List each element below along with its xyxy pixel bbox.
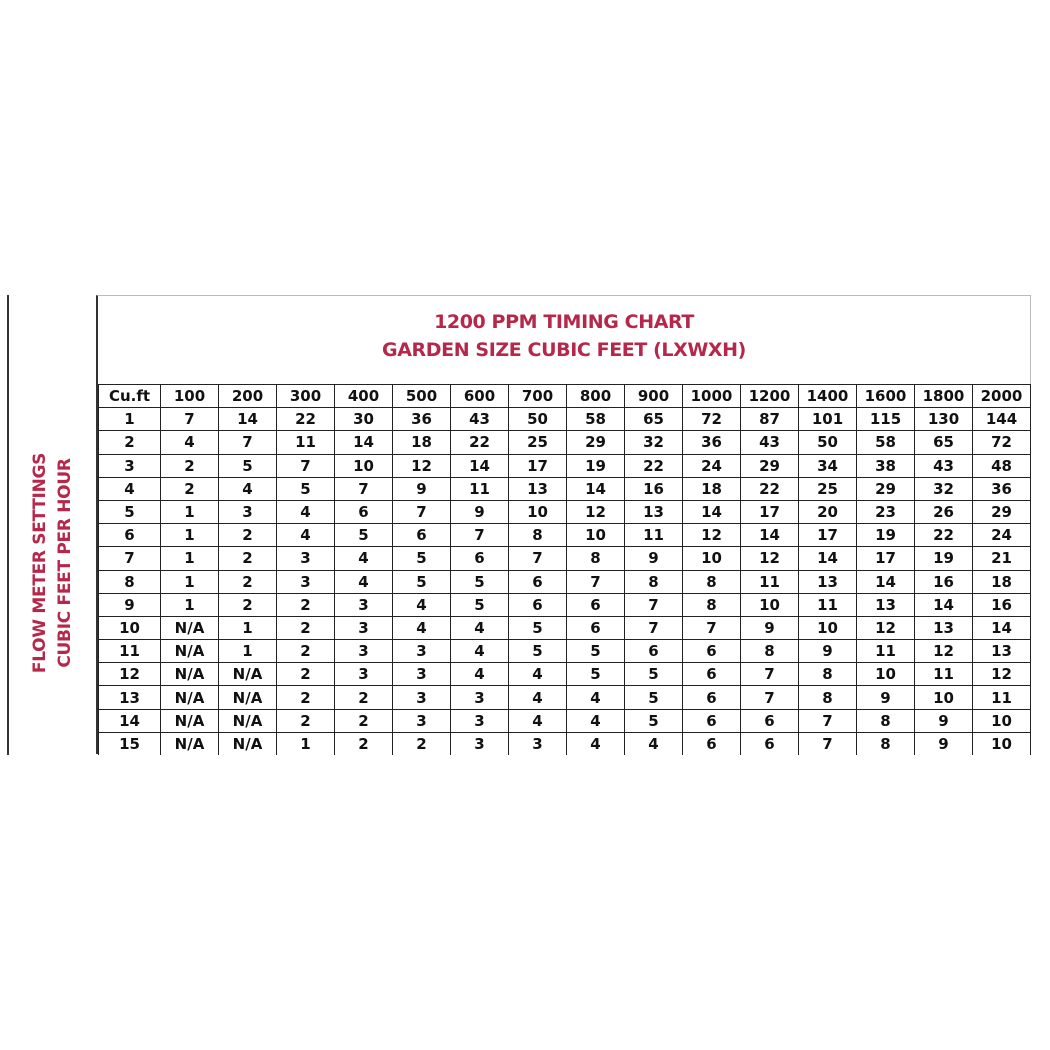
table-cell: 9 (915, 709, 973, 732)
table-cell: N/A (219, 663, 277, 686)
table-cell: 7 (567, 570, 625, 593)
table-cell: 3 (451, 686, 509, 709)
table-cell: 19 (567, 454, 625, 477)
table-row (99, 593, 1031, 616)
table-cell: 26 (915, 500, 973, 523)
table-cell: 32 (915, 477, 973, 500)
table-cell: 14 (915, 593, 973, 616)
table-row (99, 663, 1031, 686)
table-cell: 13 (509, 477, 567, 500)
column-header: 400 (335, 385, 393, 408)
table-cell: 19 (857, 524, 915, 547)
table-cell: 34 (799, 454, 857, 477)
table-cell: N/A (219, 732, 277, 755)
table-cell: N/A (161, 709, 219, 732)
table-cell: 7 (625, 616, 683, 639)
table-row (99, 640, 1031, 663)
table-cell: 4 (451, 616, 509, 639)
table-cell: N/A (161, 616, 219, 639)
table-cell: 17 (857, 547, 915, 570)
column-header: 1800 (915, 385, 973, 408)
table-cell: 2 (219, 524, 277, 547)
table-cell: 2 (219, 547, 277, 570)
table-cell: 7 (683, 616, 741, 639)
table-cell: 72 (973, 431, 1031, 454)
table-cell: 8 (741, 640, 799, 663)
table-cell: 5 (335, 524, 393, 547)
table-cell: 1 (161, 593, 219, 616)
row-label: 6 (99, 524, 161, 547)
table-cell: 11 (799, 593, 857, 616)
row-label: 8 (99, 570, 161, 593)
table-cell: 25 (509, 431, 567, 454)
table-row (99, 454, 1031, 477)
table-cell: 144 (973, 408, 1031, 431)
row-label: 14 (99, 709, 161, 732)
table-cell: 1 (161, 524, 219, 547)
table-cell: 6 (509, 593, 567, 616)
table-cell: 10 (973, 709, 1031, 732)
table-cell: 6 (683, 732, 741, 755)
table-cell: 2 (277, 616, 335, 639)
table-cell: 1 (219, 616, 277, 639)
table-row (99, 732, 1031, 755)
row-label: 4 (99, 477, 161, 500)
table-cell: 10 (857, 663, 915, 686)
table-cell: 3 (509, 732, 567, 755)
table-cell: 87 (741, 408, 799, 431)
table-cell: 7 (161, 408, 219, 431)
table-cell: 8 (857, 709, 915, 732)
table-cell: 2 (161, 477, 219, 500)
table-cell: 6 (567, 616, 625, 639)
table-cell: 3 (277, 547, 335, 570)
table-row (99, 431, 1031, 454)
table-cell: 13 (857, 593, 915, 616)
table-cell: 3 (451, 732, 509, 755)
table-cell: 1 (277, 732, 335, 755)
table-cell: 6 (741, 732, 799, 755)
table-cell: 11 (451, 477, 509, 500)
table-cell: 10 (799, 616, 857, 639)
table-cell: 43 (741, 431, 799, 454)
table-cell: 7 (393, 500, 451, 523)
table-cell: 4 (277, 524, 335, 547)
table-cell: 58 (567, 408, 625, 431)
table-cell: 50 (509, 408, 567, 431)
table-cell: 2 (277, 709, 335, 732)
table-cell: 5 (219, 454, 277, 477)
table-cell: 7 (799, 732, 857, 755)
table-cell: 6 (335, 500, 393, 523)
row-label: 12 (99, 663, 161, 686)
table-cell: 8 (857, 732, 915, 755)
table-row (99, 408, 1031, 431)
table-cell: 9 (915, 732, 973, 755)
table-cell: 14 (567, 477, 625, 500)
table-cell: 101 (799, 408, 857, 431)
table-cell: 17 (509, 454, 567, 477)
row-label: 15 (99, 732, 161, 755)
table-cell: 12 (683, 524, 741, 547)
table-row (99, 616, 1031, 639)
header-row (99, 385, 1031, 408)
row-label: 13 (99, 686, 161, 709)
table-cell: 5 (567, 663, 625, 686)
table-cell: 11 (741, 570, 799, 593)
table-cell: 5 (451, 593, 509, 616)
column-header: 1600 (857, 385, 915, 408)
table-cell: 4 (567, 732, 625, 755)
table-cell: 8 (625, 570, 683, 593)
table-cell: 5 (509, 616, 567, 639)
table-cell: 22 (451, 431, 509, 454)
table-cell: 8 (683, 593, 741, 616)
table-cell: N/A (219, 709, 277, 732)
table-cell: 29 (973, 500, 1031, 523)
table-cell: 10 (741, 593, 799, 616)
table-cell: 6 (567, 593, 625, 616)
table-cell: 3 (335, 616, 393, 639)
table-cell: 3 (393, 663, 451, 686)
table-row (99, 686, 1031, 709)
table-cell: 9 (857, 686, 915, 709)
table-cell: 14 (683, 500, 741, 523)
table-cell: 12 (973, 663, 1031, 686)
table-cell: 8 (799, 663, 857, 686)
table-cell: 10 (567, 524, 625, 547)
table-cell: 2 (219, 593, 277, 616)
table-cell: 4 (509, 709, 567, 732)
table-cell: 6 (683, 709, 741, 732)
timing-chart (0, 295, 1050, 755)
table-cell: 18 (973, 570, 1031, 593)
table-cell: 12 (857, 616, 915, 639)
table-cell: 4 (277, 500, 335, 523)
table-cell: 4 (451, 640, 509, 663)
table-cell: 8 (509, 524, 567, 547)
table-row (99, 477, 1031, 500)
table-cell: 6 (741, 709, 799, 732)
table-cell: 9 (451, 500, 509, 523)
table-cell: 4 (567, 709, 625, 732)
row-label: 10 (99, 616, 161, 639)
chart-box (96, 295, 1031, 754)
table-cell: 3 (393, 640, 451, 663)
table-cell: 43 (451, 408, 509, 431)
column-header: 1400 (799, 385, 857, 408)
row-label: 1 (99, 408, 161, 431)
table-cell: 14 (335, 431, 393, 454)
table-cell: 22 (625, 454, 683, 477)
table-cell: 14 (857, 570, 915, 593)
table-cell: N/A (161, 640, 219, 663)
table-cell: 10 (509, 500, 567, 523)
row-label: 9 (99, 593, 161, 616)
table-cell: 16 (915, 570, 973, 593)
table-cell: 20 (799, 500, 857, 523)
table-row (99, 709, 1031, 732)
table-cell: 5 (393, 570, 451, 593)
table-cell: 6 (509, 570, 567, 593)
table-cell: 2 (335, 686, 393, 709)
column-header: 1200 (741, 385, 799, 408)
table-cell: 2 (393, 732, 451, 755)
table-cell: 18 (683, 477, 741, 500)
table-cell: 8 (799, 686, 857, 709)
chart-title-line1: 1200 PPM TIMING CHART (434, 311, 694, 333)
table-cell: 36 (683, 431, 741, 454)
table-cell: 5 (625, 709, 683, 732)
table-cell: 1 (161, 570, 219, 593)
table-cell: 7 (625, 593, 683, 616)
table-cell: 3 (335, 593, 393, 616)
table-cell: 5 (393, 547, 451, 570)
side-label-line1: FLOW METER SETTINGS (30, 452, 50, 674)
table-cell: 5 (509, 640, 567, 663)
table-cell: 21 (973, 547, 1031, 570)
table-cell: 12 (567, 500, 625, 523)
table-cell: 7 (219, 431, 277, 454)
table-cell: 58 (857, 431, 915, 454)
table-cell: 9 (741, 616, 799, 639)
table-cell: 7 (277, 454, 335, 477)
table-cell: 30 (335, 408, 393, 431)
table-cell: 18 (393, 431, 451, 454)
table-cell: 115 (857, 408, 915, 431)
table-cell: 6 (625, 640, 683, 663)
table-cell: 4 (219, 477, 277, 500)
table-cell: 10 (915, 686, 973, 709)
row-label: 3 (99, 454, 161, 477)
table-cell: 3 (393, 709, 451, 732)
table-cell: 36 (973, 477, 1031, 500)
table-cell: 1 (161, 500, 219, 523)
table-cell: 9 (393, 477, 451, 500)
table-cell: 65 (625, 408, 683, 431)
table-cell: 130 (915, 408, 973, 431)
table-row (99, 547, 1031, 570)
table-cell: 29 (857, 477, 915, 500)
table-cell: 12 (393, 454, 451, 477)
table-cell: 17 (741, 500, 799, 523)
table-cell: 5 (625, 663, 683, 686)
table-cell: 65 (915, 431, 973, 454)
table-cell: 4 (567, 686, 625, 709)
table-cell: 3 (277, 570, 335, 593)
table-cell: 1 (219, 640, 277, 663)
table-cell: 29 (741, 454, 799, 477)
table-cell: 22 (741, 477, 799, 500)
table-cell: 10 (683, 547, 741, 570)
table-cell: 4 (625, 732, 683, 755)
table-cell: 6 (683, 686, 741, 709)
table-cell: 4 (161, 431, 219, 454)
table-cell: N/A (161, 663, 219, 686)
table-cell: 4 (509, 686, 567, 709)
table-cell: 7 (799, 709, 857, 732)
table-cell: 48 (973, 454, 1031, 477)
table-cell: 4 (393, 593, 451, 616)
table-cell: 36 (393, 408, 451, 431)
table-cell: N/A (219, 686, 277, 709)
table-cell: 2 (335, 709, 393, 732)
table-cell: 9 (799, 640, 857, 663)
table-cell: 14 (973, 616, 1031, 639)
table-cell: 50 (799, 431, 857, 454)
table-cell: N/A (161, 686, 219, 709)
table-cell: 2 (161, 454, 219, 477)
table-cell: 11 (857, 640, 915, 663)
table-cell: 2 (277, 640, 335, 663)
table-cell: 6 (683, 663, 741, 686)
table-cell: 19 (915, 547, 973, 570)
column-header: 800 (567, 385, 625, 408)
table-cell: 6 (683, 640, 741, 663)
table-cell: 3 (219, 500, 277, 523)
table-cell: 4 (509, 663, 567, 686)
column-header: 900 (625, 385, 683, 408)
table-cell: 2 (277, 593, 335, 616)
row-label: 7 (99, 547, 161, 570)
table-cell: 2 (277, 686, 335, 709)
table-cell: 9 (625, 547, 683, 570)
side-label-line2: CUBIC FEET PER HOUR (55, 458, 75, 668)
column-header: 700 (509, 385, 567, 408)
table-cell: 14 (741, 524, 799, 547)
row-label: 5 (99, 500, 161, 523)
table-cell: 6 (451, 547, 509, 570)
column-header: 100 (161, 385, 219, 408)
corner-header: Cu.ft (99, 385, 161, 408)
table-cell: 3 (393, 686, 451, 709)
table-row (99, 570, 1031, 593)
table-cell: 13 (915, 616, 973, 639)
table-cell: 1 (161, 547, 219, 570)
chart-title-line2: GARDEN SIZE CUBIC FEET (LXWXH) (382, 339, 746, 361)
table-cell: 8 (683, 570, 741, 593)
table-cell: 2 (219, 570, 277, 593)
table-cell: 12 (915, 640, 973, 663)
table-cell: 10 (973, 732, 1031, 755)
table-row (99, 500, 1031, 523)
table-cell: 7 (741, 663, 799, 686)
table-cell: 17 (799, 524, 857, 547)
table-cell: 13 (973, 640, 1031, 663)
table-row (99, 524, 1031, 547)
table-cell: 14 (451, 454, 509, 477)
table-cell: 7 (335, 477, 393, 500)
table-cell: 14 (219, 408, 277, 431)
table-cell: 2 (335, 732, 393, 755)
table-cell: 3 (451, 709, 509, 732)
table-cell: 14 (799, 547, 857, 570)
table-cell: 5 (277, 477, 335, 500)
table-cell: 10 (335, 454, 393, 477)
table-cell: 6 (393, 524, 451, 547)
table-cell: 13 (799, 570, 857, 593)
column-header: 200 (219, 385, 277, 408)
table-cell: 2 (277, 663, 335, 686)
table-cell: 7 (741, 686, 799, 709)
table-cell: 16 (625, 477, 683, 500)
table-cell: 5 (567, 640, 625, 663)
table-cell: 38 (857, 454, 915, 477)
row-label: 11 (99, 640, 161, 663)
table-cell: 13 (625, 500, 683, 523)
table-cell: 11 (277, 431, 335, 454)
table-cell: 3 (335, 663, 393, 686)
table-cell: 4 (335, 547, 393, 570)
table-cell: 22 (915, 524, 973, 547)
table-cell: 16 (973, 593, 1031, 616)
table-cell: 11 (625, 524, 683, 547)
table-cell: 72 (683, 408, 741, 431)
table-cell: 7 (509, 547, 567, 570)
table-cell: 11 (973, 686, 1031, 709)
side-axis-label (25, 383, 81, 743)
column-header: 500 (393, 385, 451, 408)
table-cell: 3 (335, 640, 393, 663)
table-cell: 4 (335, 570, 393, 593)
table-cell: 5 (625, 686, 683, 709)
table-cell: 43 (915, 454, 973, 477)
table-cell: 4 (451, 663, 509, 686)
column-header: 300 (277, 385, 335, 408)
column-header: 600 (451, 385, 509, 408)
table-cell: 4 (393, 616, 451, 639)
row-label: 2 (99, 431, 161, 454)
table-cell: N/A (161, 732, 219, 755)
table-cell: 25 (799, 477, 857, 500)
column-header: 1000 (683, 385, 741, 408)
table-cell: 29 (567, 431, 625, 454)
table-cell: 22 (277, 408, 335, 431)
table-cell: 11 (915, 663, 973, 686)
table-cell: 8 (567, 547, 625, 570)
table-cell: 7 (451, 524, 509, 547)
table-cell: 12 (741, 547, 799, 570)
chart-title (98, 308, 1030, 364)
table-cell: 5 (451, 570, 509, 593)
table-cell: 24 (973, 524, 1031, 547)
table-cell: 24 (683, 454, 741, 477)
outer-left-rule (7, 295, 9, 755)
column-header: 2000 (973, 385, 1031, 408)
table-cell: 23 (857, 500, 915, 523)
table-cell: 32 (625, 431, 683, 454)
timing-table (98, 384, 1031, 755)
table-body (99, 408, 1031, 755)
